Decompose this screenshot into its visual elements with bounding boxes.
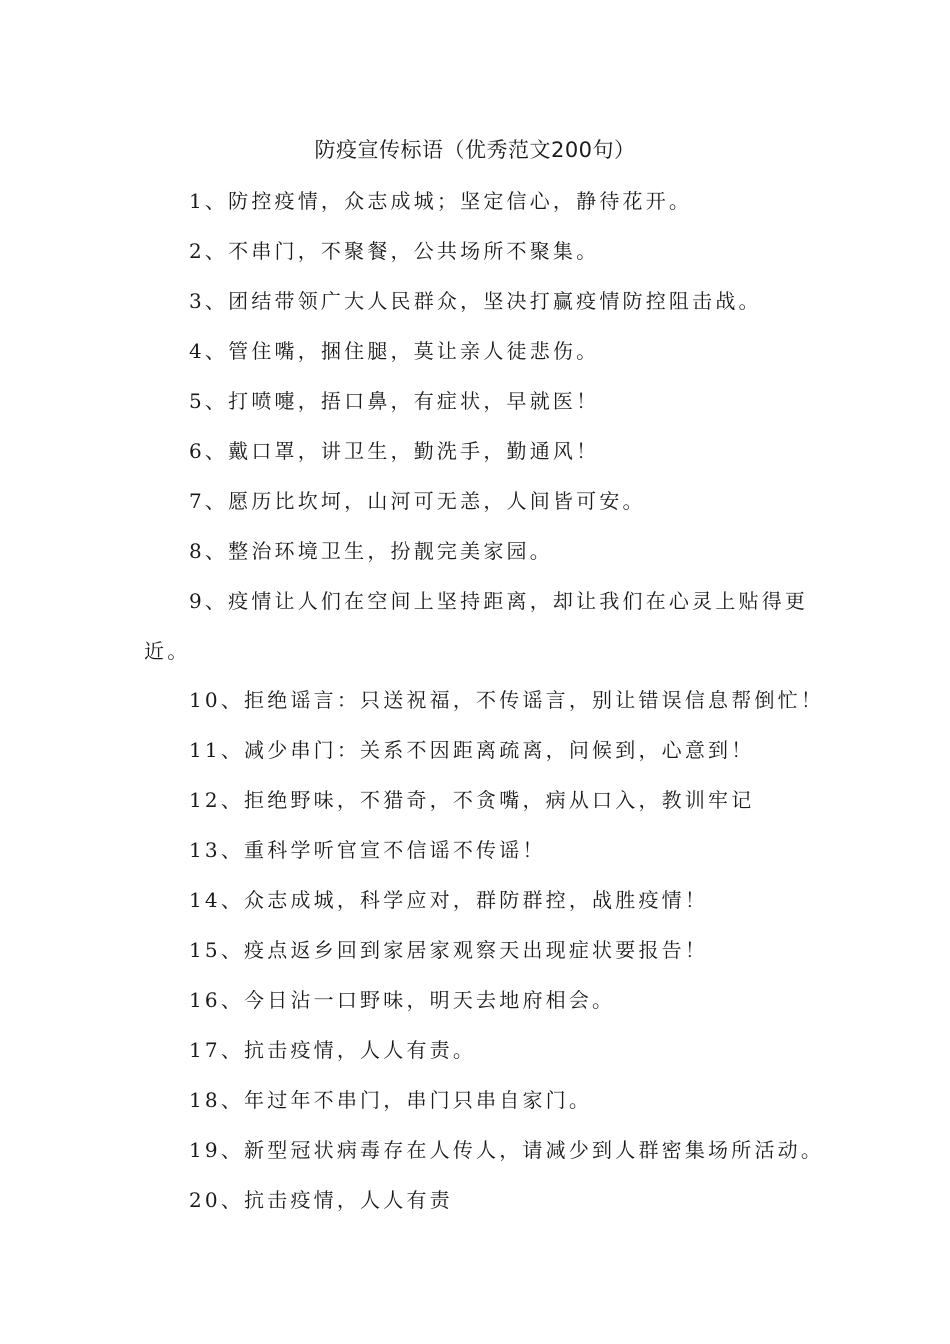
slogan-text: 20、抗击疫情，人人有责 bbox=[189, 1188, 453, 1212]
slogan-text-line2: 近。 bbox=[144, 639, 191, 663]
slogan-text: 7、愿历比坎坷，山河可无恙，人间皆可安。 bbox=[189, 489, 646, 513]
slogan-text: 13、重科学听官宣不信谣不传谣！ bbox=[189, 838, 546, 862]
slogan-text: 16、今日沾一口野味，明天去地府相会。 bbox=[189, 988, 616, 1012]
slogan-text: 15、疫点返乡回到家居家观察天出现症状要报告！ bbox=[189, 938, 709, 962]
slogan-text: 14、众志成城，科学应对，群防群控，战胜疫情！ bbox=[189, 888, 709, 912]
slogan-text: 12、拒绝野味，不猎奇，不贪嘴，病从口入，教训牢记 bbox=[189, 788, 755, 812]
slogan-text: 10、拒绝谣言：只送祝福，不传谣言，别让错误信息帮倒忙！ bbox=[189, 688, 825, 712]
slogan-text: 1、防控疫情，众志成城；坚定信心，静待花开。 bbox=[189, 189, 693, 213]
slogan-text: 5、打喷嚏，捂口鼻，有症状，早就医！ bbox=[189, 389, 600, 413]
slogan-text: 6、戴口罩，讲卫生，勤洗手，勤通风！ bbox=[189, 439, 600, 463]
document-title: 防疫宣传标语（优秀范文200句） bbox=[314, 138, 636, 162]
slogan-text: 17、抗击疫情，人人有责。 bbox=[189, 1038, 477, 1062]
slogan-text: 11、减少串门：关系不因距离疏离，问候到，心意到！ bbox=[189, 738, 755, 762]
slogan-text: 2、不串门，不聚餐，公共场所不聚集。 bbox=[189, 239, 600, 263]
slogan-text: 18、年过年不串门，串门只串自家门。 bbox=[189, 1088, 593, 1112]
slogan-text-line1: 9、疫情让人们在空间上坚持距离，却让我们在心灵上贴得更 bbox=[189, 589, 809, 613]
slogan-text: 8、整治环境卫生，扮靓完美家园。 bbox=[189, 539, 553, 563]
slogan-text: 19、新型冠状病毒存在人传人，请减少到人群密集场所活动。 bbox=[189, 1138, 825, 1162]
slogan-text: 3、团结带领广大人民群众，坚决打赢疫情防控阻击战。 bbox=[189, 289, 762, 313]
slogan-text: 4、管住嘴，捆住腿，莫让亲人徒悲伤。 bbox=[189, 339, 600, 363]
